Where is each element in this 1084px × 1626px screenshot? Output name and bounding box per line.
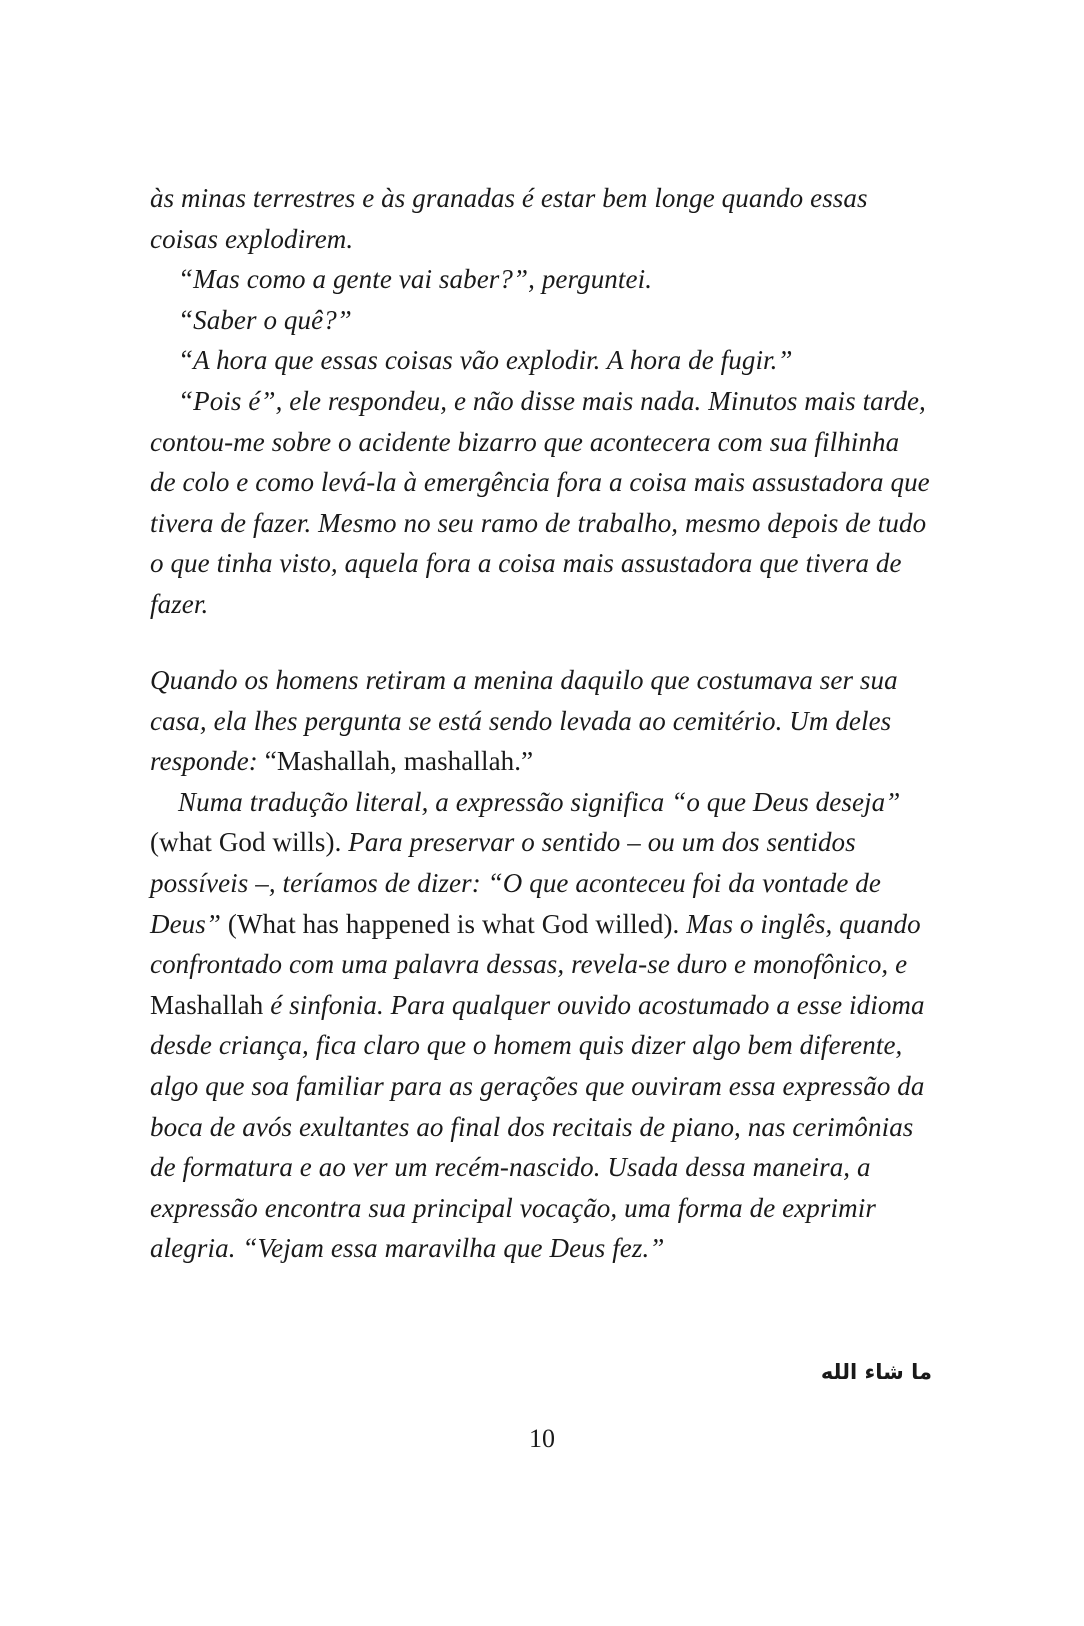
paragraph: às minas terrestres e às granadas é estar bem longe quando essas coisas explodirem.	[150, 183, 868, 254]
text-italic: Numa tradução literal, a expressão significa “o que Deus deseja”	[178, 786, 901, 817]
text-section-2	[150, 660, 930, 1269]
text-italic: é sinfonia. Para qualquer ouvido acostumado a esse idioma desde criança, fica claro que o homem quis dizer algo bem diferente, algo que soa familiar para as gerações que ouviram essa expressão da boca de avós exultantes ao final dos recitais de piano, nas cerimônias de formatura e ao ver um recém-nascido. Usada dessa maneira, a expressão encontra sua principal vocação, uma forma de exprimir alegria. “Vejam essa maravilha que Deus fez.”	[150, 989, 925, 1264]
paragraph: “Pois é”, ele respondeu, e não disse mais nada. Minutos mais tarde, contou-me sobre o acidente bizarro que acontecera com sua filhinha de colo e como levá-la à emergência fora a coisa mais assustadora que tivera de fazer. Mesmo no seu ramo de trabalho, mesmo depois de tudo o que tinha visto, aquela fora a coisa mais assustadora que tivera de fazer.	[150, 385, 930, 619]
text-italic: Mas o inglês, quando confrontado com uma palavra dessas, revela-se duro e monofônico, e	[150, 908, 921, 980]
text-italic: Para preservar o sentido – ou um dos sentidos possíveis –, teríamos de dizer: “O que aconteceu foi da vontade de Deus”	[150, 827, 881, 939]
paragraph: “A hora que essas coisas vão explodir. A hora de fugir.”	[178, 345, 793, 376]
arabic-phrase: ما شاء الله	[820, 1360, 932, 1384]
text-section-1	[150, 178, 930, 625]
paragraph: “Saber o quê?”	[178, 304, 352, 335]
paragraph: “Mas como a gente vai saber?”, perguntei.	[178, 264, 653, 295]
text-roman: (What has happened is what God willed).	[221, 908, 687, 939]
paragraph	[150, 660, 930, 782]
text-roman: Mashallah	[150, 989, 264, 1020]
page-number: 10	[529, 1424, 555, 1453]
paragraph	[150, 782, 930, 1269]
text-roman: “Mashallah, mashallah.”	[264, 746, 534, 777]
text-italic: Quando os homens retiram a menina daquilo que costumava ser sua casa, ela lhes pergunta se está sendo levada ao cemitério. Um deles responde:	[150, 665, 898, 777]
text-roman: (what God wills).	[150, 827, 349, 858]
